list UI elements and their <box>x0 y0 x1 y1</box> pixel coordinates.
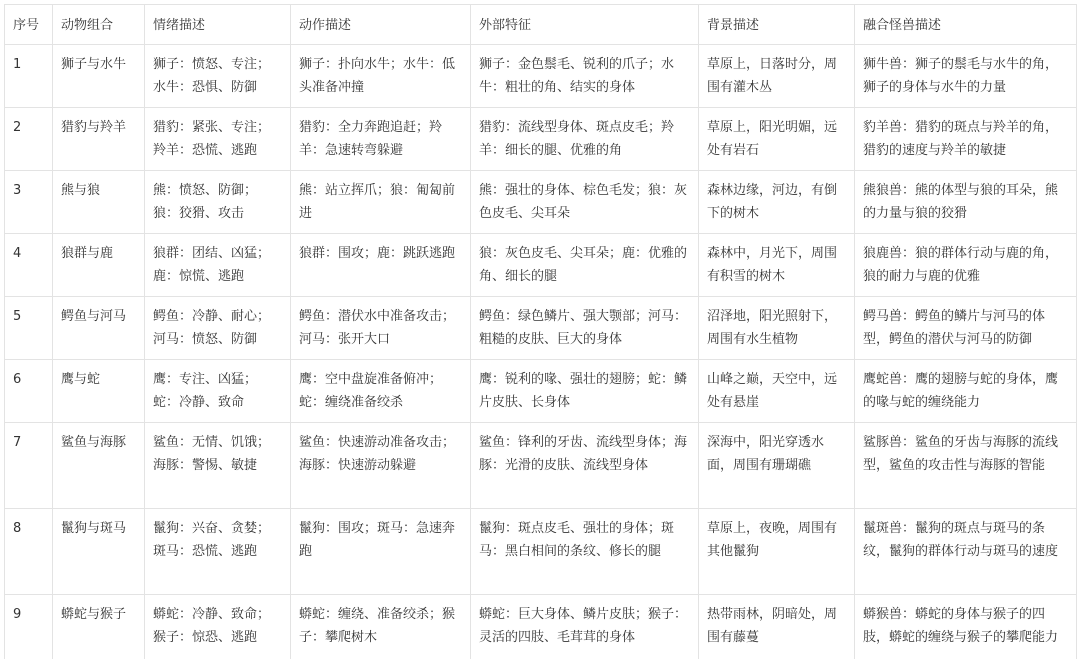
cell-appearance: 鲨鱼：锋利的牙齿、流线型身体；海豚：光滑的皮肤、流线型身体 <box>471 423 699 509</box>
cell-background: 沼泽地，阳光照射下，周围有水生植物 <box>699 297 855 360</box>
monster-fusion-table <box>4 4 1077 659</box>
cell-fusion-monster: 鹰蛇兽：鹰的翅膀与蛇的身体，鹰的喙与蛇的缠绕能力 <box>855 360 1077 423</box>
table-row <box>5 509 1077 595</box>
cell-appearance: 猎豹：流线型身体、斑点皮毛；羚羊：细长的腿、优雅的角 <box>471 108 699 171</box>
cell-index: 6 <box>5 360 53 423</box>
cell-index: 9 <box>5 595 53 659</box>
header-animal-combo: 动物组合 <box>53 5 145 45</box>
cell-index: 7 <box>5 423 53 509</box>
cell-background: 草原上，阳光明媚，远处有岩石 <box>699 108 855 171</box>
table-row <box>5 297 1077 360</box>
cell-action: 蟒蛇：缠绕、准备绞杀；猴子：攀爬树木 <box>291 595 471 659</box>
cell-emotion: 狼群：团结、凶猛；鹿：惊慌、逃跑 <box>145 234 291 297</box>
cell-action: 鹰：空中盘旋准备俯冲；蛇：缠绕准备绞杀 <box>291 360 471 423</box>
cell-emotion: 鬣狗：兴奋、贪婪；斑马：恐慌、逃跑 <box>145 509 291 595</box>
header-appearance: 外部特征 <box>471 5 699 45</box>
cell-background: 深海中，阳光穿透水面，周围有珊瑚礁 <box>699 423 855 509</box>
cell-index: 3 <box>5 171 53 234</box>
cell-animal-combo: 猎豹与羚羊 <box>53 108 145 171</box>
cell-fusion-monster: 豹羊兽：猎豹的斑点与羚羊的角，猎豹的速度与羚羊的敏捷 <box>855 108 1077 171</box>
cell-animal-combo: 鬣狗与斑马 <box>53 509 145 595</box>
header-index: 序号 <box>5 5 53 45</box>
cell-index: 2 <box>5 108 53 171</box>
header-emotion: 情绪描述 <box>145 5 291 45</box>
cell-appearance: 鹰：锐利的喙、强壮的翅膀；蛇：鳞片皮肤、长身体 <box>471 360 699 423</box>
table-row <box>5 234 1077 297</box>
cell-animal-combo: 鲨鱼与海豚 <box>53 423 145 509</box>
cell-appearance: 熊：强壮的身体、棕色毛发；狼：灰色皮毛、尖耳朵 <box>471 171 699 234</box>
cell-action: 鲨鱼：快速游动准备攻击；海豚：快速游动躲避 <box>291 423 471 509</box>
table-row <box>5 360 1077 423</box>
cell-appearance: 狼：灰色皮毛、尖耳朵；鹿：优雅的角、细长的腿 <box>471 234 699 297</box>
table-row <box>5 423 1077 509</box>
cell-emotion: 鹰：专注、凶猛；蛇：冷静、致命 <box>145 360 291 423</box>
cell-background: 森林中，月光下，周围有积雪的树木 <box>699 234 855 297</box>
cell-index: 4 <box>5 234 53 297</box>
cell-background: 森林边缘，河边，有倒下的树木 <box>699 171 855 234</box>
cell-animal-combo: 蟒蛇与猴子 <box>53 595 145 659</box>
cell-fusion-monster: 鲨豚兽：鲨鱼的牙齿与海豚的流线型，鲨鱼的攻击性与海豚的智能 <box>855 423 1077 509</box>
header-background: 背景描述 <box>699 5 855 45</box>
cell-emotion: 鳄鱼：冷静、耐心；河马：愤怒、防御 <box>145 297 291 360</box>
cell-background: 草原上，夜晚，周围有其他鬣狗 <box>699 509 855 595</box>
header-action: 动作描述 <box>291 5 471 45</box>
cell-fusion-monster: 鳄马兽：鳄鱼的鳞片与河马的体型，鳄鱼的潜伏与河马的防御 <box>855 297 1077 360</box>
cell-emotion: 鲨鱼：无情、饥饿；海豚：警惕、敏捷 <box>145 423 291 509</box>
cell-fusion-monster: 狮牛兽：狮子的鬃毛与水牛的角，狮子的身体与水牛的力量 <box>855 45 1077 108</box>
cell-action: 熊：站立挥爪；狼：匍匐前进 <box>291 171 471 234</box>
cell-background: 草原上，日落时分，周围有灌木丛 <box>699 45 855 108</box>
table-row <box>5 45 1077 108</box>
cell-fusion-monster: 狼鹿兽：狼的群体行动与鹿的角，狼的耐力与鹿的优雅 <box>855 234 1077 297</box>
cell-appearance: 鳄鱼：绿色鳞片、强大颚部；河马：粗糙的皮肤、巨大的身体 <box>471 297 699 360</box>
cell-action: 狼群：围攻；鹿：跳跃逃跑 <box>291 234 471 297</box>
cell-animal-combo: 狼群与鹿 <box>53 234 145 297</box>
cell-appearance: 鬣狗：斑点皮毛、强壮的身体；斑马：黑白相间的条纹、修长的腿 <box>471 509 699 595</box>
cell-appearance: 狮子：金色鬃毛、锐利的爪子；水牛：粗壮的角、结实的身体 <box>471 45 699 108</box>
table-header-row <box>5 5 1077 45</box>
cell-appearance: 蟒蛇：巨大身体、鳞片皮肤；猴子：灵活的四肢、毛茸茸的身体 <box>471 595 699 659</box>
cell-emotion: 狮子：愤怒、专注；水牛：恐惧、防御 <box>145 45 291 108</box>
cell-index: 5 <box>5 297 53 360</box>
cell-index: 8 <box>5 509 53 595</box>
cell-fusion-monster: 蟒猴兽：蟒蛇的身体与猴子的四肢，蟒蛇的缠绕与猴子的攀爬能力 <box>855 595 1077 659</box>
cell-animal-combo: 狮子与水牛 <box>53 45 145 108</box>
cell-emotion: 猎豹：紧张、专注；羚羊：恐慌、逃跑 <box>145 108 291 171</box>
cell-background: 热带雨林，阴暗处，周围有藤蔓 <box>699 595 855 659</box>
cell-action: 鬣狗：围攻；斑马：急速奔跑 <box>291 509 471 595</box>
cell-action: 鳄鱼：潜伏水中准备攻击；河马：张开大口 <box>291 297 471 360</box>
cell-action: 猎豹：全力奔跑追赶；羚羊：急速转弯躲避 <box>291 108 471 171</box>
cell-action: 狮子：扑向水牛；水牛：低头准备冲撞 <box>291 45 471 108</box>
cell-animal-combo: 熊与狼 <box>53 171 145 234</box>
cell-fusion-monster: 鬣斑兽：鬣狗的斑点与斑马的条纹，鬣狗的群体行动与斑马的速度 <box>855 509 1077 595</box>
cell-animal-combo: 鹰与蛇 <box>53 360 145 423</box>
cell-background: 山峰之巅，天空中，远处有悬崖 <box>699 360 855 423</box>
cell-fusion-monster: 熊狼兽：熊的体型与狼的耳朵，熊的力量与狼的狡猾 <box>855 171 1077 234</box>
cell-animal-combo: 鳄鱼与河马 <box>53 297 145 360</box>
cell-emotion: 蟒蛇：冷静、致命；猴子：惊恐、逃跑 <box>145 595 291 659</box>
table-row <box>5 595 1077 659</box>
header-fusion-monster: 融合怪兽描述 <box>855 5 1077 45</box>
table-row <box>5 171 1077 234</box>
cell-index: 1 <box>5 45 53 108</box>
table-row <box>5 108 1077 171</box>
cell-emotion: 熊：愤怒、防御；狼：狡猾、攻击 <box>145 171 291 234</box>
